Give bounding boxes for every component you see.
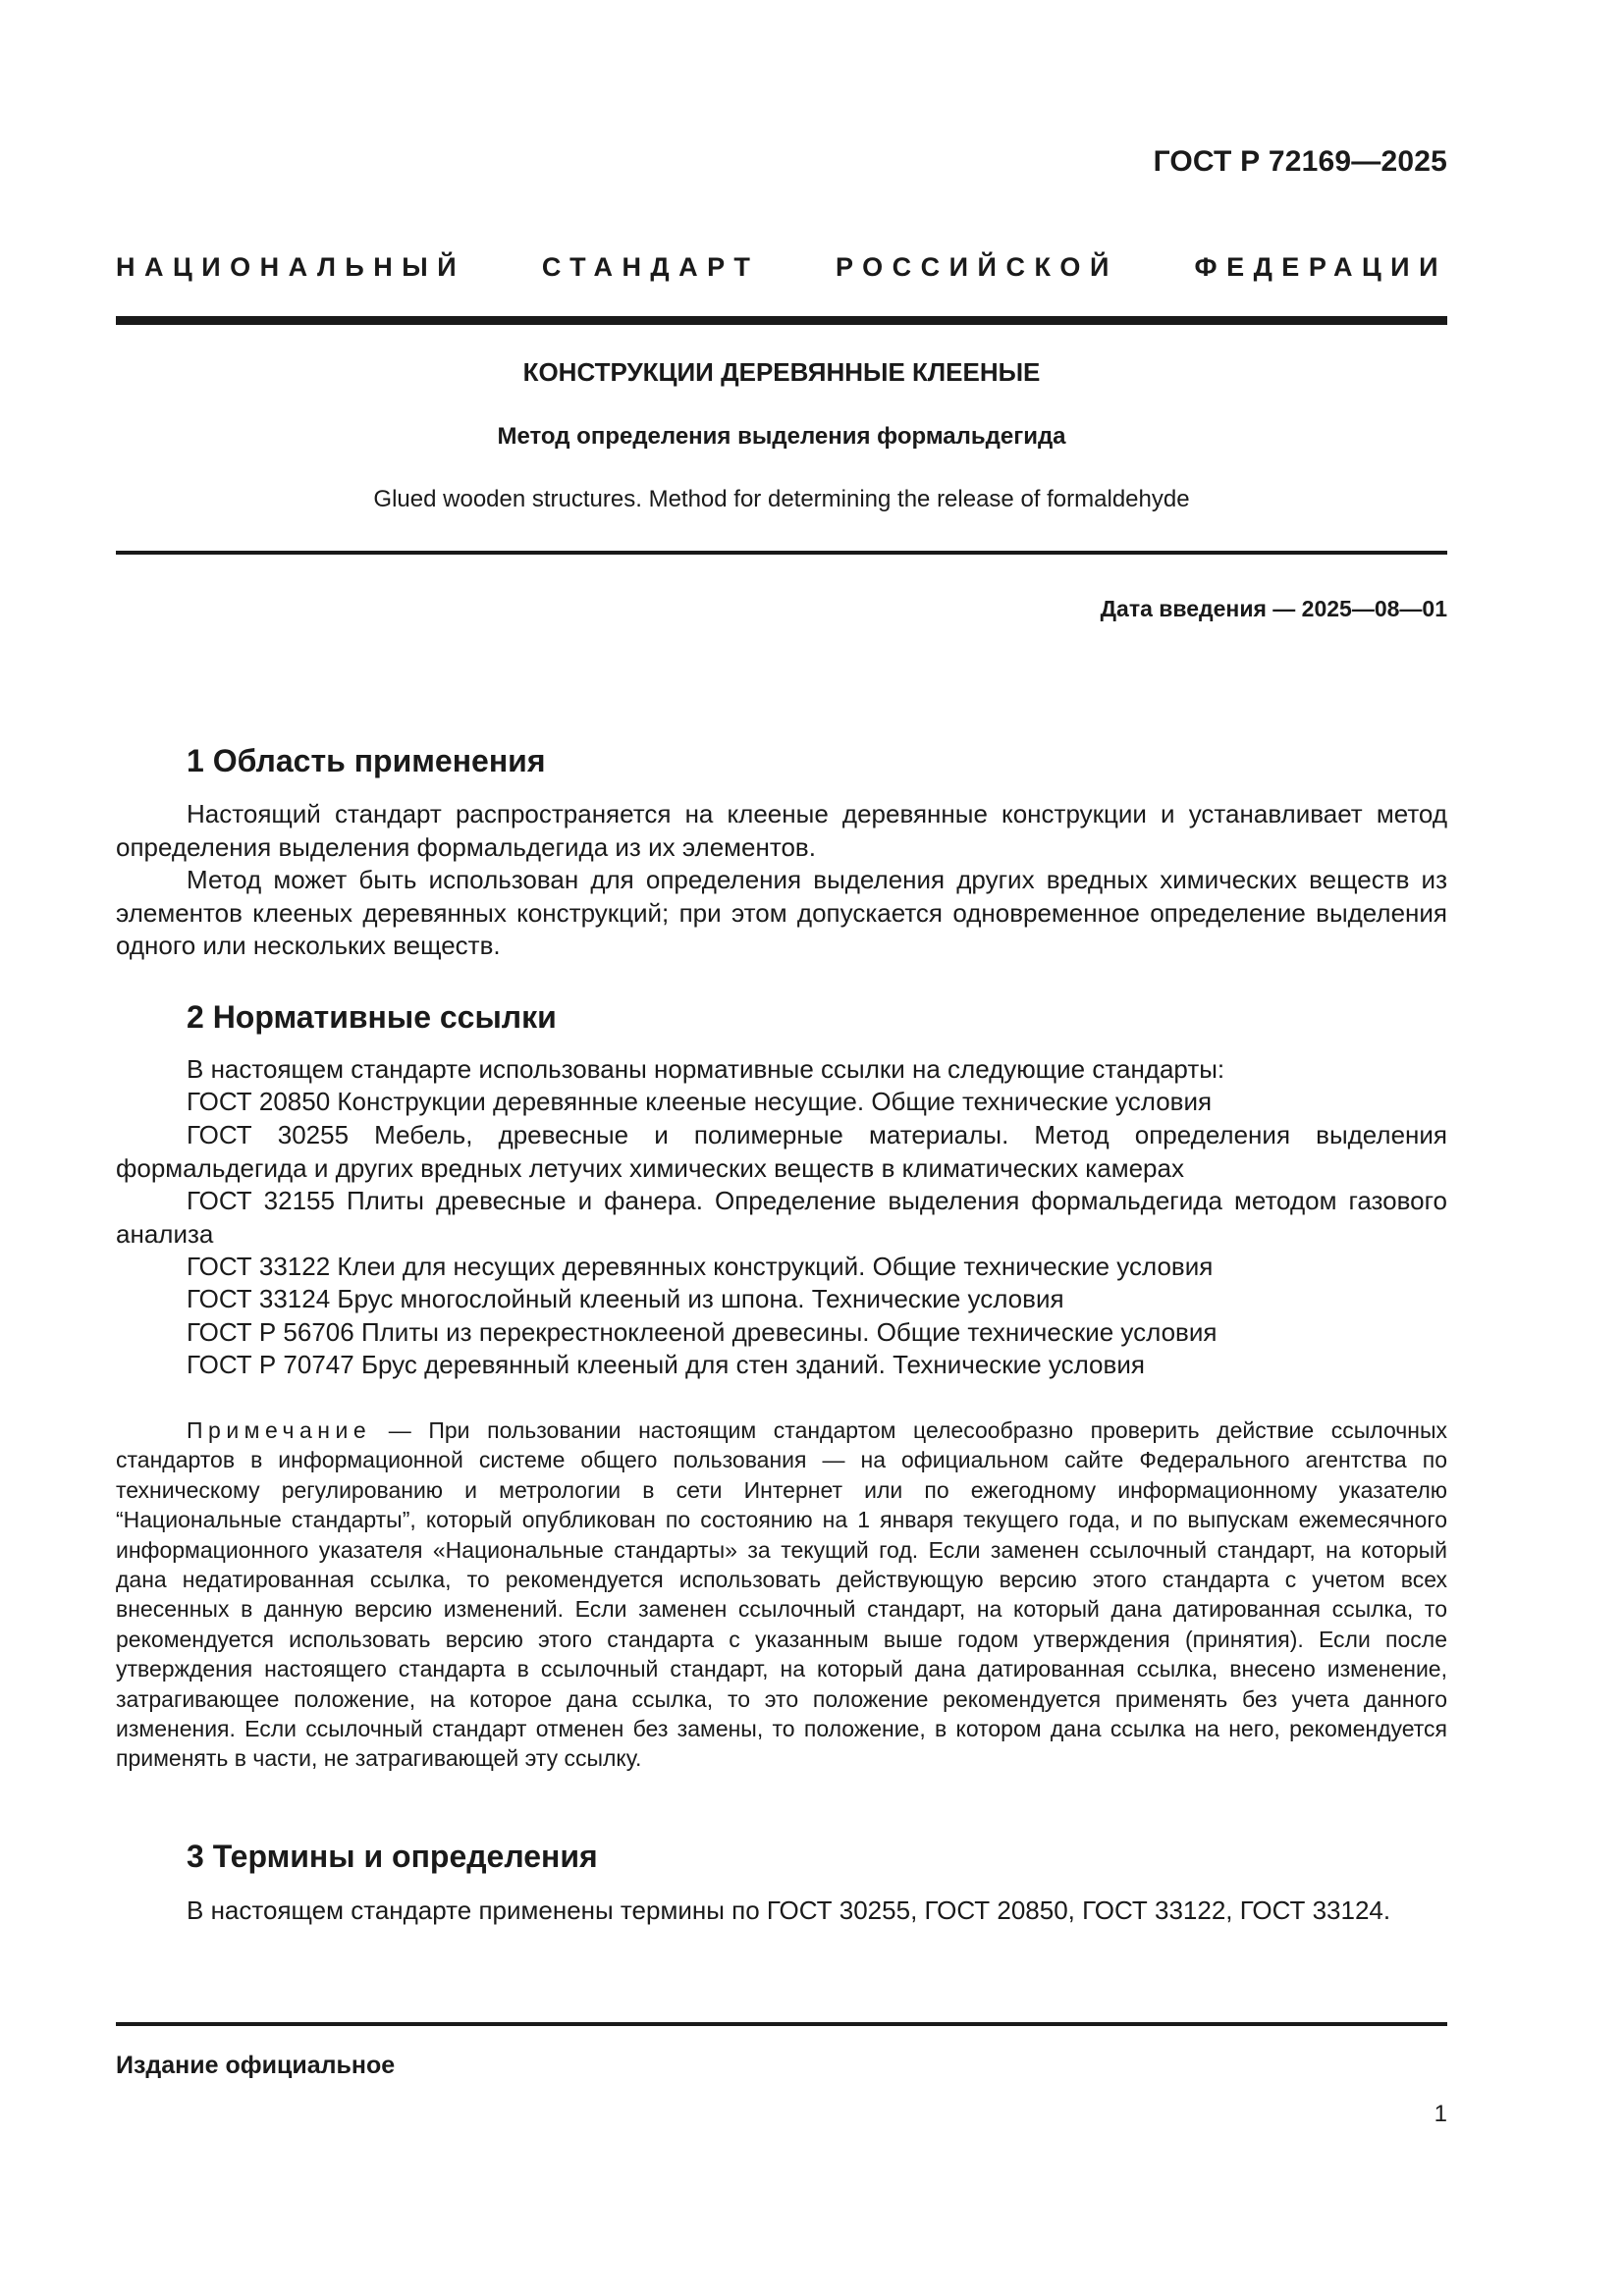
section-heading-references: 2 Нормативные ссылки (187, 999, 557, 1035)
reference-item: ГОСТ 33122 Клеи для несущих деревянных конструкций. Общие технические условия (187, 1252, 1214, 1281)
scope-paragraph-1: Настоящий стандарт распространяется на клееные деревянные конструкции и устанавливает метод определения выделения формальдегида из их элементов. (116, 799, 1447, 862)
national-standard-banner: НАЦИОНАЛЬНЫЙ СТАНДАРТ РОССИЙСКОЙ ФЕДЕРАЦИИ (116, 252, 1447, 282)
document-subtitle: Метод определения выделения формальдегида (497, 423, 1066, 450)
references-intro: В настоящем стандарте использованы нормативные ссылки на следующие стандарты: (187, 1054, 1225, 1084)
reference-item: ГОСТ Р 70747 Брус деревянный клееный для стен зданий. Технические условия (187, 1350, 1145, 1379)
official-edition-label: Издание официальное (116, 2052, 396, 2079)
section-heading-scope: 1 Область применения (187, 743, 546, 778)
references-note (116, 1415, 1447, 1774)
reference-item: ГОСТ 20850 Конструкции деревянные клееные несущие. Общие технические условия (187, 1087, 1213, 1116)
title-rule (116, 551, 1447, 555)
reference-item: ГОСТ Р 56706 Плиты из перекрестноклееной древесины. Общие технические условия (187, 1317, 1218, 1347)
introduction-date: Дата введения — 2025—08—01 (1100, 596, 1447, 621)
footer-rule (116, 2022, 1447, 2026)
page-number: 1 (1434, 2101, 1447, 2127)
scope-paragraph-2: Метод может быть использован для определения выделения других вредных химических веществ из элементов клееных деревянных конструкций; при этом допускается одновременное определение выделения одного или нескольких веществ. (116, 865, 1447, 960)
reference-item: ГОСТ 32155 Плиты древесные и фанера. Определение выделения формальдегида методом газового анализа (116, 1186, 1447, 1249)
header-rule (116, 316, 1447, 325)
note-label: Примечание (187, 1417, 372, 1443)
note-text: — При пользовании настоящим стандартом целесообразно проверить действие ссылочных стандартов в информационной системе общего пользования — на официальном сайте Федерального агентства по техническому регулированию и метрологии в сети Интернет или по ежегодному информационному указателю “Национальные стандарты”, который опубликован по состоянию на 1 января текущего года, и по выпускам ежемесячного информационного указателя «Национальные стандарты» за текущий год. Если заменен ссылочный стандарт, на который дана недатированная ссылка, то рекомендуется использовать действующую версию этого стандарта с учетом всех внесенных в данную версию изменений. Если заменен ссылочный стандарт, на который дана датированная ссылка, то рекомендуется использовать версию этого стандарта с указанным выше годом утверждения (принятия). Если после утверждения настоящего стандарта в ссылочный стандарт, на который дана датированная ссылка, внесено изменение, затрагивающее положение, на которое дана ссылка, то это положение рекомендуется применять без учета данного изменения. Если ссылочный стандарт отменен без замены, то положение, в котором дана ссылка на него, рекомендуется применять в части, не затрагивающей эту ссылку. (116, 1417, 1447, 1772)
document-title: КОНСТРУКЦИИ ДЕРЕВЯННЫЕ КЛЕЕНЫЕ (522, 357, 1041, 387)
reference-item: ГОСТ 30255 Мебель, древесные и полимерные материалы. Метод определения выделения формальдегида и других вредных летучих химических веществ в климатических камерах (116, 1120, 1447, 1183)
standard-code: ГОСТ Р 72169—2025 (1153, 145, 1447, 178)
section-heading-terms: 3 Термины и определения (187, 1839, 598, 1874)
terms-paragraph: В настоящем стандарте применены термины по ГОСТ 30255, ГОСТ 20850, ГОСТ 33122, ГОСТ 33124. (187, 1896, 1391, 1925)
reference-item: ГОСТ 33124 Брус многослойный клееный из шпона. Технические условия (187, 1284, 1064, 1313)
english-title: Glued wooden structures. Method for determining the release of formaldehyde (373, 486, 1190, 512)
